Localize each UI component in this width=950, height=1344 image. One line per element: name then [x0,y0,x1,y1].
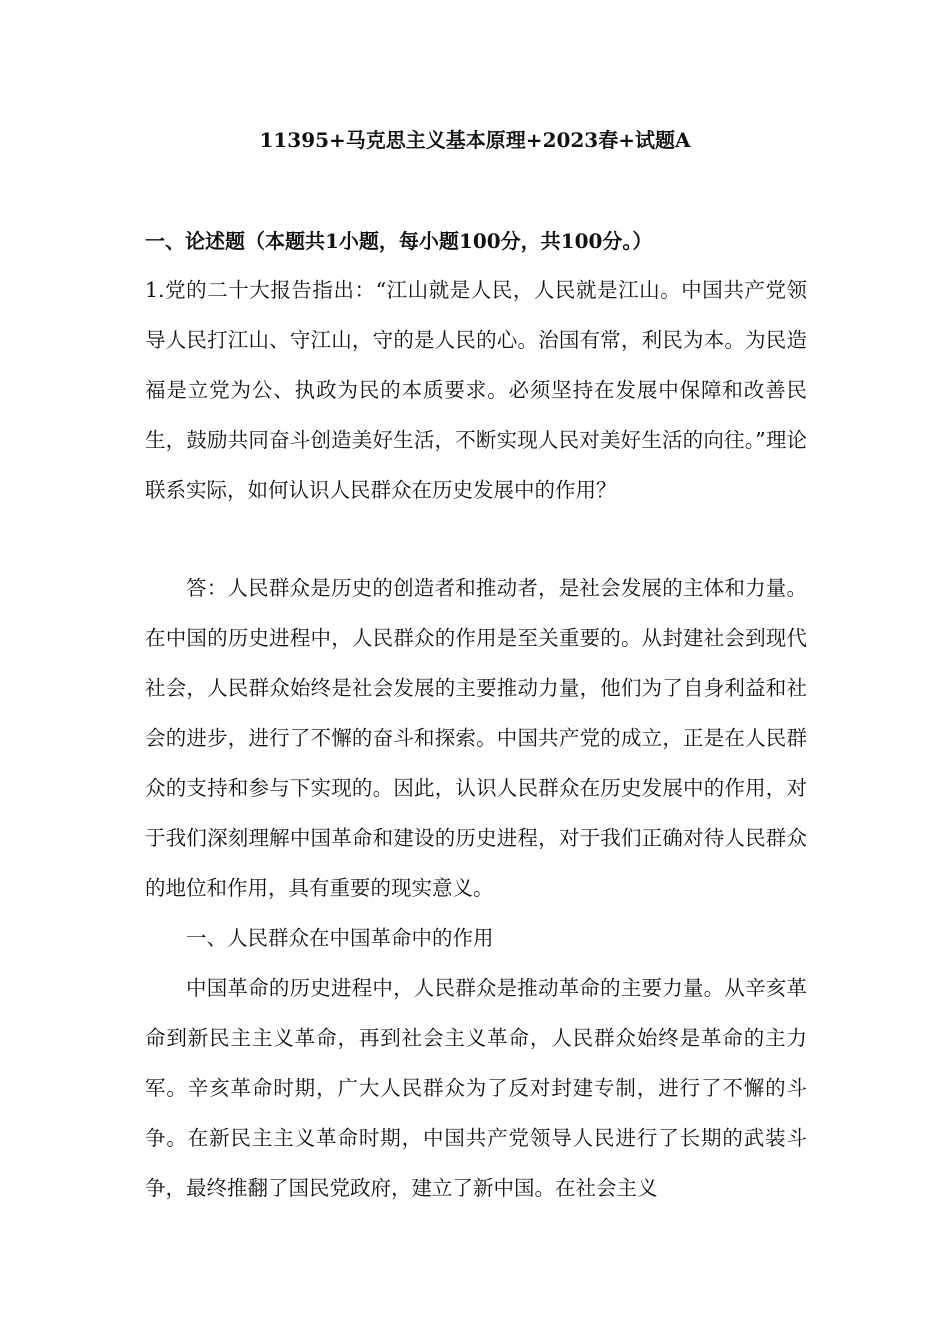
section-heading: 一、论述题（本题共1小题，每小题100分，共100分。） [145,229,653,253]
answer-paragraph-intro: 答：人民群众是历史的创造者和推动者，是社会发展的主体和力量。在中国的历史进程中，人民群众的作用是至关重要的。从封建社会到现代社会，人民群众始终是社会发展的主要推动力量，他们为了自身利益和社会的进步，进行了不懈的奋斗和探索。中国共产党的成立，正是在人民群众的支持和参与下实现的。因此，认识人民群众在历史发展中的作用，对于我们深刻理解中国革命和建设的历史进程，对于我们正确对待人民群众的地位和作用，具有重要的现实意义。 [145,576,807,900]
answer-subheading: 一、人民群众在中国革命中的作用 [186,926,494,950]
answer-paragraph-revolution: 中国革命的历史进程中，人民群众是推动革命的主要力量。从辛亥革命到新民主主义革命，再到社会主义革命，人民群众始终是革命的主力军。辛亥革命时期，广大人民群众为了反对封建专制，进行了不懈的斗争。在新民主主义革命时期，中国共产党领导人民进行了长期的武装斗争，最终推翻了国民党政府，建立了新中国。在社会主义 [145,976,807,1200]
question-text: 1.党的二十大报告指出：“江山就是人民，人民就是江山。中国共产党领导人民打江山、守江山，守的是人民的心。治国有常，利民为本。为民造福是立党为公、执政为民的本质要求。必须坚持在发展中保障和改善民生，鼓励共同奋斗创造美好生活，不断实现人民对美好生活的向往。”理论联系实际，如何认识人民群众在历史发展中的作用？ [145,278,807,502]
answer-block [145,563,807,1213]
question-block [145,265,807,515]
document-title: 11395+马克思主义基本原理+2023春+试题A [259,128,691,152]
